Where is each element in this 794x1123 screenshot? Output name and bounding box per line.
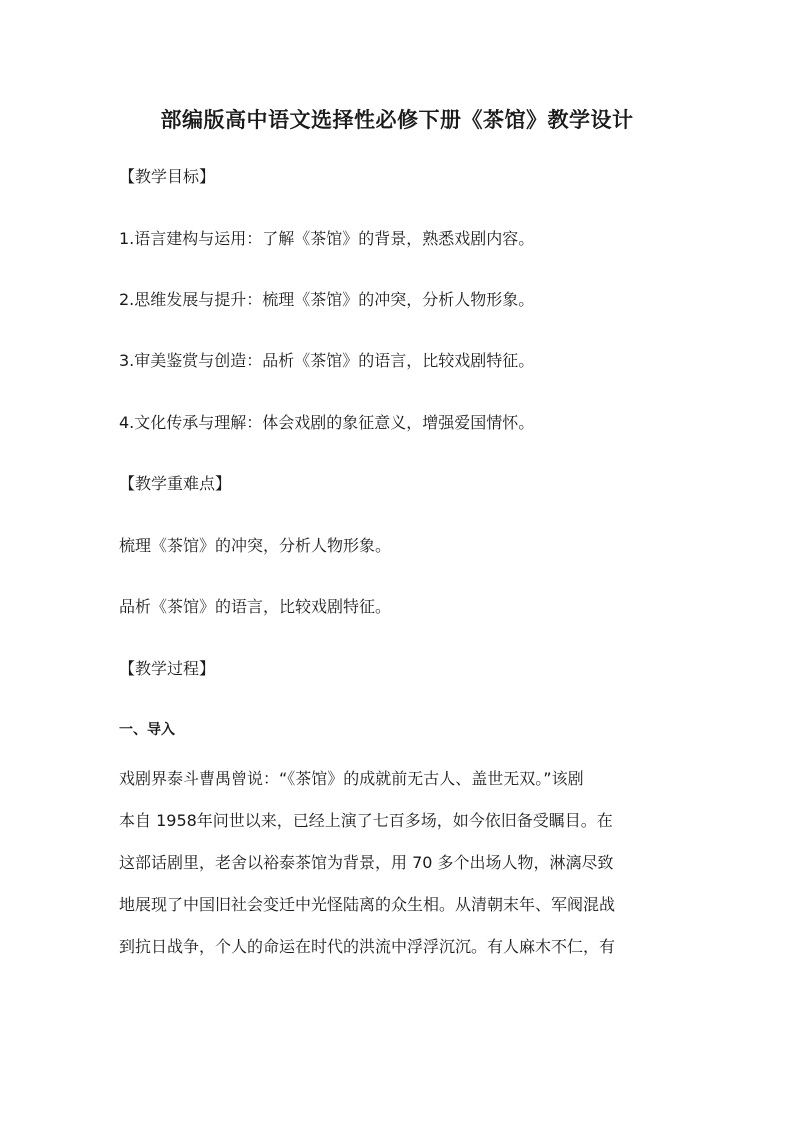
paragraph-line: 地展现了中国旧社会变迁中光怪陆离的众生相。从清朝末年、军阀混战	[119, 895, 616, 914]
goal-item-1: 1.语言建构与运用：了解《茶馆》的背景，熟悉戏剧内容。	[119, 229, 535, 248]
goals-heading: 【教学目标】	[119, 167, 216, 186]
paragraph-line: 到抗日战争，个人的命运在时代的洪流中浮浮沉沉。有人麻木不仁，有	[119, 937, 616, 956]
paragraph-line: 戏剧界泰斗曹禺曾说：“《茶馆》的成就前无古人、盖世无双。”该剧	[119, 769, 584, 788]
document-title: 部编版高中语文选择性必修下册《茶馆》教学设计	[160, 108, 634, 132]
key-point-2: 品析《茶馆》的语言，比较戏剧特征。	[119, 597, 392, 616]
goal-item-3: 3.审美鉴赏与创造：品析《茶馆》的语言，比较戏剧特征。	[119, 351, 535, 370]
step-heading-intro: 一、导入	[119, 722, 175, 738]
paragraph-line: 本自 1958年问世以来，已经上演了七百多场，如今依旧备受瞩目。在	[119, 811, 613, 830]
key-points-heading: 【教学重难点】	[119, 474, 232, 493]
key-point-1: 梳理《茶馆》的冲突，分析人物形象。	[119, 536, 392, 555]
goal-item-2: 2.思维发展与提升：梳理《茶馆》的冲突，分析人物形象。	[119, 290, 535, 309]
goal-item-4: 4.文化传承与理解：体会戏剧的象征意义，增强爱国情怀。	[119, 413, 535, 432]
process-heading: 【教学过程】	[119, 659, 216, 678]
paragraph-line: 这部话剧里，老舍以裕泰茶馆为背景，用 70 多个出场人物，淋漓尽致	[119, 853, 614, 872]
intro-paragraph	[119, 770, 679, 968]
